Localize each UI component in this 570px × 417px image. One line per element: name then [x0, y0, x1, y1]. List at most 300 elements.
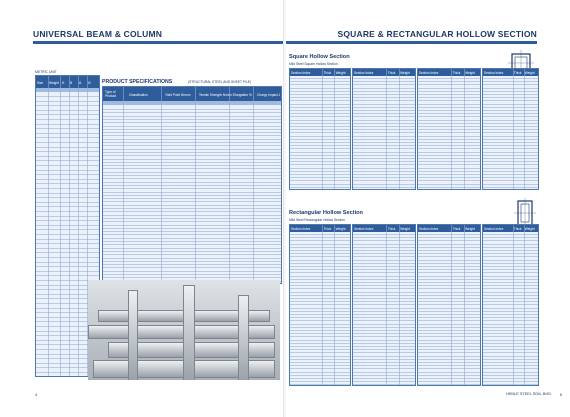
table-row-rule [353, 148, 415, 149]
table-row-rule [483, 295, 538, 296]
beam-graphic [128, 290, 138, 380]
table-row-rule [36, 151, 99, 152]
table-row-rule [483, 152, 538, 153]
table-row-rule [483, 346, 538, 347]
table-row-rule [353, 384, 415, 385]
hollow-table-column-label: Section Index [291, 227, 311, 231]
table-row-rule [36, 188, 99, 189]
table-row-rule [290, 260, 350, 261]
table-row-rule [418, 94, 480, 95]
table-row-rule [290, 349, 350, 350]
table-row-rule [353, 247, 415, 248]
table-row-rule [418, 333, 480, 334]
table-row-rule [290, 378, 350, 379]
table-row-rule [103, 231, 281, 232]
table-row-rule [483, 266, 538, 267]
table-row-rule [353, 145, 415, 146]
table-row-rule [290, 333, 350, 334]
table-row-rule [483, 365, 538, 366]
table-row-rule [103, 155, 281, 156]
hollow-table-column-label: Section Index [354, 227, 374, 231]
hollow-table-column-label: Weight [465, 71, 475, 75]
beam-col-size: Size [37, 81, 44, 85]
table-row-rule [483, 272, 538, 273]
table-row-rule [36, 197, 99, 198]
table-row-rule [103, 271, 281, 272]
table-row-rule [290, 272, 350, 273]
table-row-rule [353, 161, 415, 162]
table-row-rule [483, 324, 538, 325]
table-row-rule [418, 356, 480, 357]
table-row-rule [418, 253, 480, 254]
table-row-rule [483, 171, 538, 172]
table-row-rule [418, 152, 480, 153]
table-row-rule [483, 155, 538, 156]
table-row-rule [483, 349, 538, 350]
table-row-rule [103, 162, 281, 163]
table-row-rule [483, 164, 538, 165]
table-row-rule [103, 201, 281, 202]
table-row-rule [483, 142, 538, 143]
table-row-rule [353, 120, 415, 121]
table-row-rule [103, 145, 281, 146]
table-row-rule [483, 107, 538, 108]
table-row-rule [290, 158, 350, 159]
table-row-rule [418, 317, 480, 318]
table-row-rule [353, 317, 415, 318]
table-row-rule [103, 109, 281, 110]
table-row-rule [103, 165, 281, 166]
table-row-rule [353, 164, 415, 165]
table-row-rule [353, 113, 415, 114]
table-row-rule [418, 84, 480, 85]
table-row-rule [36, 174, 99, 175]
table-row-rule [353, 368, 415, 369]
table-row-rule [418, 88, 480, 89]
table-row-rule [103, 142, 281, 143]
table-row-rule [418, 81, 480, 82]
table-row-rule [290, 110, 350, 111]
product-spec-table [102, 86, 282, 284]
left-header-rule [33, 41, 284, 44]
table-row-rule [353, 324, 415, 325]
table-row-rule [418, 244, 480, 245]
table-row-rule [483, 317, 538, 318]
table-row-rule [290, 308, 350, 309]
table-row-rule [36, 211, 99, 212]
table-row-rule [36, 170, 99, 171]
table-row-rule [483, 148, 538, 149]
table-row-rule [103, 248, 281, 249]
table-row-rule [290, 126, 350, 127]
table-row-rule [290, 330, 350, 331]
table-row-rule [103, 159, 281, 160]
table-row-rule [353, 81, 415, 82]
table-row-rule [290, 139, 350, 140]
table-row-rule [290, 250, 350, 251]
hollow-table-column-label: Thick [513, 71, 522, 75]
table-row-rule [36, 271, 99, 272]
table-row-rule [290, 142, 350, 143]
table-row-rule [483, 161, 538, 162]
table-row-rule [353, 107, 415, 108]
table-row-rule [353, 288, 415, 289]
table-row-rule [483, 88, 538, 89]
table-row-rule [36, 252, 99, 253]
table-row-rule [483, 237, 538, 238]
table-row-rule [36, 147, 99, 148]
table-row-rule [290, 356, 350, 357]
beam-col-t1: t1 [79, 81, 82, 85]
hollow-section-table [482, 68, 539, 190]
table-row-rule [36, 206, 99, 207]
table-row-rule [103, 129, 281, 130]
table-row-rule [418, 266, 480, 267]
beam-col-b: B [70, 81, 73, 85]
table-row-rule [483, 91, 538, 92]
hollow-section-table [352, 224, 416, 386]
table-row-rule [483, 301, 538, 302]
table-row-rule [483, 247, 538, 248]
table-row-rule [483, 282, 538, 283]
table-row-rule [353, 356, 415, 357]
table-row-rule [103, 149, 281, 150]
table-row-rule [290, 237, 350, 238]
table-row-rule [36, 142, 99, 143]
table-row-rule [418, 327, 480, 328]
table-row-rule [418, 237, 480, 238]
table-row-rule [418, 368, 480, 369]
square-section-subtitle: Mild Steel Square Hollow Section [289, 62, 338, 66]
table-row-rule [418, 352, 480, 353]
table-row-rule [290, 253, 350, 254]
table-row-rule [353, 139, 415, 140]
table-row-rule [290, 256, 350, 257]
table-row-rule [483, 330, 538, 331]
table-row-rule [418, 155, 480, 156]
table-row-rule [290, 327, 350, 328]
table-row-rule [483, 187, 538, 188]
table-row-rule [353, 100, 415, 101]
table-row-rule [353, 260, 415, 261]
table-row-rule [418, 234, 480, 235]
table-row-rule [290, 120, 350, 121]
table-row-rule [483, 384, 538, 385]
hollow-table-column-label: Thick [452, 71, 461, 75]
table-row-rule [418, 362, 480, 363]
table-row-rule [483, 116, 538, 117]
hollow-table-column-label: Weight [335, 227, 346, 231]
spec-col-type: Type of Product [105, 90, 116, 98]
table-row-rule [483, 110, 538, 111]
table-row-rule [353, 381, 415, 382]
table-row-rule [483, 256, 538, 257]
table-row-rule [353, 311, 415, 312]
table-row-rule [290, 368, 350, 369]
table-row-rule [353, 343, 415, 344]
table-row-rule [418, 324, 480, 325]
table-row-rule [290, 168, 350, 169]
table-row-rule [418, 298, 480, 299]
hollow-table-column-label: Thick [323, 227, 332, 231]
table-row-rule [418, 174, 480, 175]
table-row-rule [418, 177, 480, 178]
table-row-rule [483, 336, 538, 337]
table-row-rule [418, 126, 480, 127]
table-row-rule [353, 132, 415, 133]
table-row-rule [290, 365, 350, 366]
table-row-rule [418, 269, 480, 270]
table-row-rule [418, 292, 480, 293]
table-row-rule [353, 308, 415, 309]
table-row-rule [36, 137, 99, 138]
table-row-rule [290, 311, 350, 312]
table-row-rule [353, 272, 415, 273]
table-row-rule [103, 116, 281, 117]
table-row-rule [418, 240, 480, 241]
table-row-rule [36, 266, 99, 267]
hollow-section-table [482, 224, 539, 386]
table-row-rule [103, 192, 281, 193]
table-row-rule [103, 122, 281, 123]
table-row-rule [483, 343, 538, 344]
table-row-rule [290, 104, 350, 105]
table-row-rule [353, 336, 415, 337]
table-row-rule [418, 272, 480, 273]
right-page-header: SQUARE & RECTANGULAR HOLLOW SECTION [337, 29, 537, 39]
table-row-rule [483, 180, 538, 181]
spec-col-yield: Yield Point N/mm² [165, 93, 191, 97]
table-row-rule [418, 142, 480, 143]
hollow-table-column-label: Section Index [419, 227, 439, 231]
table-row-rule [483, 288, 538, 289]
table-row-rule [353, 136, 415, 137]
table-row-rule [103, 254, 281, 255]
table-row-rule [353, 314, 415, 315]
table-row-rule [418, 288, 480, 289]
table-row-rule [36, 179, 99, 180]
table-row-rule [353, 142, 415, 143]
table-row-rule [353, 168, 415, 169]
left-page [0, 0, 284, 417]
table-row-rule [483, 158, 538, 159]
table-row-rule [290, 343, 350, 344]
table-row-rule [290, 113, 350, 114]
table-row-rule [353, 340, 415, 341]
table-row-rule [483, 240, 538, 241]
hollow-col-divider [334, 225, 335, 385]
hollow-section-table [289, 224, 351, 386]
table-row-rule [103, 244, 281, 245]
table-row-rule [353, 282, 415, 283]
table-row-rule [290, 88, 350, 89]
table-row-rule [290, 352, 350, 353]
table-row-rule [103, 225, 281, 226]
table-row-rule [290, 132, 350, 133]
table-row-rule [290, 362, 350, 363]
hollow-table-column-label: Thick [387, 71, 396, 75]
table-row-rule [353, 250, 415, 251]
table-row-rule [290, 116, 350, 117]
table-row-rule [418, 136, 480, 137]
table-row-rule [103, 267, 281, 268]
hollow-table-column-label: Thick [452, 227, 461, 231]
table-row-rule [418, 187, 480, 188]
table-row-rule [353, 78, 415, 79]
hollow-table-column-label: Weight [465, 227, 475, 231]
beam-col-h: H [62, 81, 65, 85]
table-row-rule [483, 381, 538, 382]
table-row-rule [418, 78, 480, 79]
table-row-rule [353, 244, 415, 245]
hollow-col-divider [513, 225, 514, 385]
metric-unit-label: METRIC UNIT [35, 70, 57, 74]
table-row-rule [353, 330, 415, 331]
table-row-rule [290, 152, 350, 153]
table-row-rule [103, 274, 281, 275]
table-row-rule [36, 119, 99, 120]
hollow-table-column-label: Section Index [291, 71, 311, 75]
table-row-rule [36, 96, 99, 97]
table-row-rule [418, 113, 480, 114]
table-row-rule [290, 384, 350, 385]
table-row-rule [36, 216, 99, 217]
table-row-rule [103, 132, 281, 133]
table-row-rule [418, 365, 480, 366]
page-number-right: 5 [559, 392, 562, 397]
table-row-rule [103, 215, 281, 216]
table-row-rule [353, 187, 415, 188]
table-row-rule [103, 277, 281, 278]
table-row-rule [418, 378, 480, 379]
table-row-rule [103, 205, 281, 206]
table-row-rule [353, 365, 415, 366]
table-row-rule [36, 202, 99, 203]
table-row-rule [353, 240, 415, 241]
table-row-rule [353, 295, 415, 296]
table-row-rule [418, 145, 480, 146]
table-row-rule [290, 155, 350, 156]
table-row-rule [290, 324, 350, 325]
table-row-rule [483, 113, 538, 114]
table-row-rule [36, 225, 99, 226]
table-row-rule [353, 301, 415, 302]
table-row-rule [103, 126, 281, 127]
table-row-rule [353, 129, 415, 130]
table-row-rule [483, 250, 538, 251]
table-row-rule [290, 340, 350, 341]
spec-table-subheader [103, 101, 281, 105]
table-row-rule [353, 256, 415, 257]
table-row-rule [290, 292, 350, 293]
table-row-rule [290, 136, 350, 137]
table-row-rule [353, 237, 415, 238]
hollow-table-column-label: Weight [524, 71, 535, 75]
table-row-rule [483, 320, 538, 321]
table-row-rule [418, 247, 480, 248]
spec-col-tensile: Tensile Strength N/mm² [199, 93, 233, 97]
table-row-rule [36, 156, 99, 157]
table-row-rule [290, 314, 350, 315]
table-row-rule [418, 123, 480, 124]
table-row-rule [353, 320, 415, 321]
table-row-rule [36, 165, 99, 166]
table-row-rule [290, 145, 350, 146]
rectangular-section-title: Rectangular Hollow Section [289, 210, 363, 216]
product-spec-subtitle: (STRUCTURAL STEEL AND SHEET PILE) [188, 80, 252, 84]
table-row-rule [103, 228, 281, 229]
table-row-rule [103, 218, 281, 219]
table-row-rule [103, 238, 281, 239]
table-row-rule [418, 116, 480, 117]
table-row-rule [418, 184, 480, 185]
table-row-rule [418, 148, 480, 149]
hollow-table-column-label: Thick [513, 227, 522, 231]
table-row-rule [103, 251, 281, 252]
hollow-section-table [352, 68, 416, 190]
table-row-rule [418, 100, 480, 101]
table-row-rule [290, 320, 350, 321]
page-number-left: 4 [35, 392, 38, 397]
table-row-rule [290, 94, 350, 95]
table-row-rule [353, 359, 415, 360]
table-row-rule [483, 104, 538, 105]
table-row-rule [36, 262, 99, 263]
table-row-rule [418, 107, 480, 108]
table-row-rule [418, 104, 480, 105]
table-row-rule [103, 234, 281, 235]
hollow-col-divider [386, 225, 387, 385]
table-row-rule [290, 375, 350, 376]
table-row-rule [418, 375, 480, 376]
table-row-rule [353, 285, 415, 286]
table-row-rule [290, 184, 350, 185]
table-row-rule [353, 171, 415, 172]
hollow-table-column-label: Weight [335, 71, 346, 75]
table-row-rule [103, 211, 281, 212]
table-row-rule [103, 182, 281, 183]
table-row-rule [483, 129, 538, 130]
table-row-rule [483, 308, 538, 309]
table-row-rule [483, 340, 538, 341]
table-row-rule [418, 295, 480, 296]
table-row-rule [103, 172, 281, 173]
table-row-rule [353, 155, 415, 156]
table-row-rule [103, 208, 281, 209]
table-row-rule [353, 234, 415, 235]
table-row-rule [353, 292, 415, 293]
table-row-rule [483, 311, 538, 312]
table-row-rule [103, 241, 281, 242]
table-row-rule [418, 158, 480, 159]
table-row-rule [483, 174, 538, 175]
table-row-rule [418, 320, 480, 321]
table-row-rule [353, 349, 415, 350]
table-row-rule [290, 81, 350, 82]
table-row-rule [290, 247, 350, 248]
table-row-rule [103, 188, 281, 189]
table-row-rule [353, 298, 415, 299]
table-row-rule [483, 333, 538, 334]
table-row-rule [36, 183, 99, 184]
beam-graphic [238, 295, 249, 380]
right-header-rule [286, 41, 537, 44]
table-row-rule [353, 104, 415, 105]
table-row-rule [418, 372, 480, 373]
table-row-rule [418, 180, 480, 181]
table-row-rule [353, 158, 415, 159]
table-row-rule [353, 253, 415, 254]
